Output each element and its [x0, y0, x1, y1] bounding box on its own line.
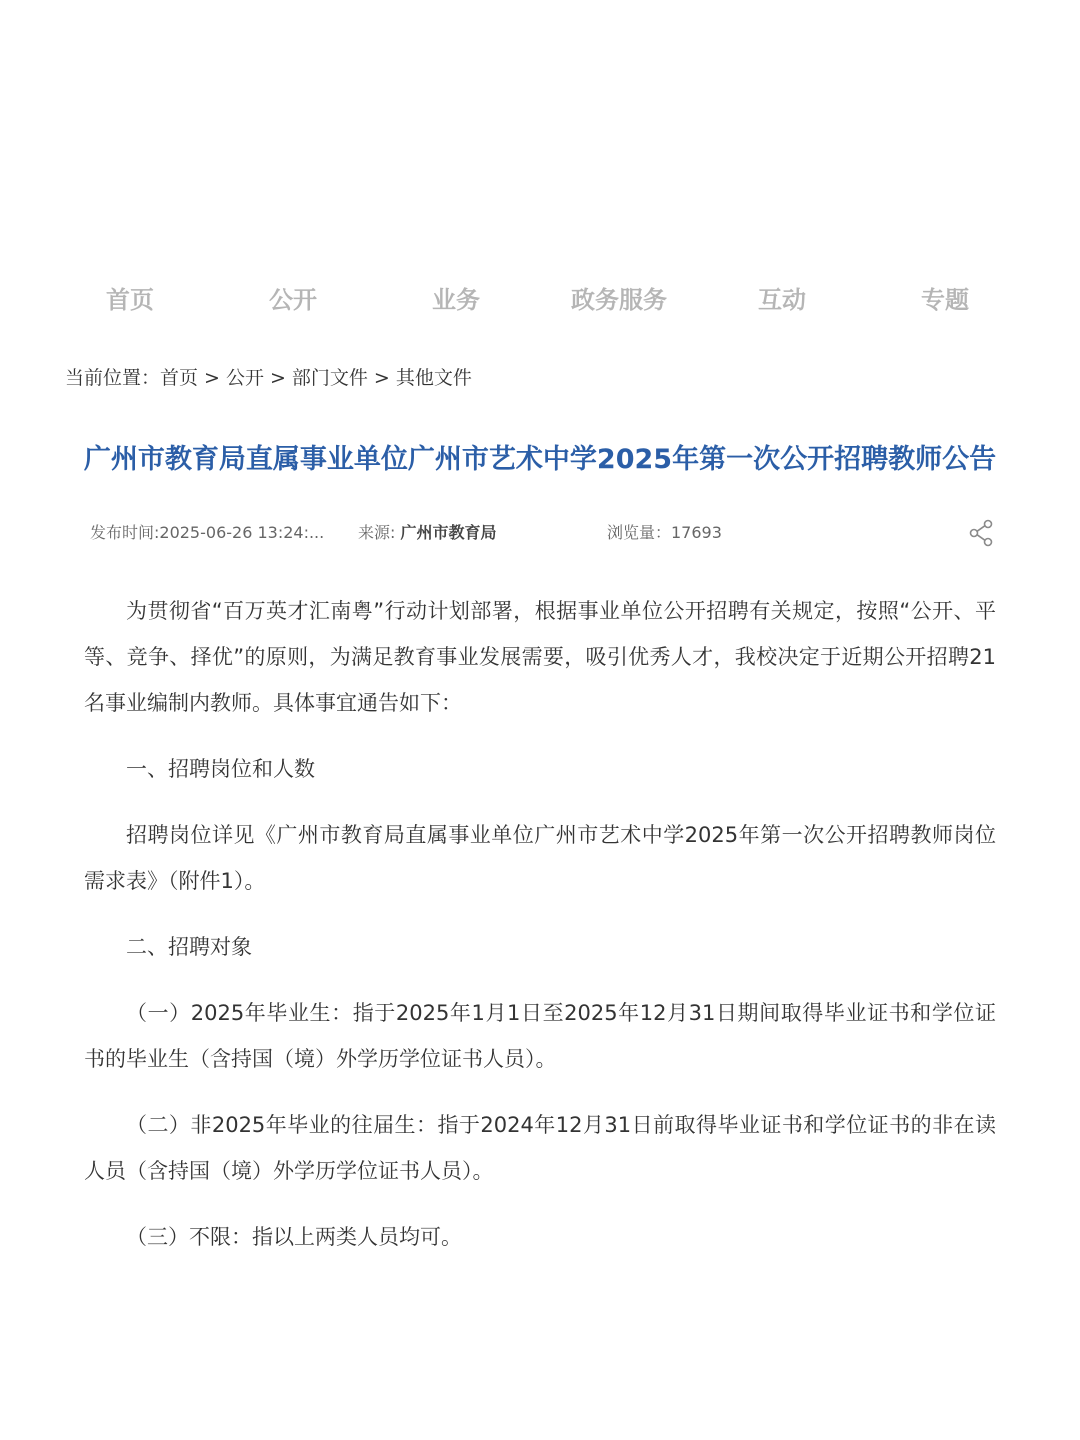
paragraph-positions: 招聘岗位详见《广州市教育局直属事业单位广州市艺术中学2025年第一次公开招聘教师岗位需求表》（附件1）。 [84, 823, 996, 893]
breadcrumb-item-dept-files[interactable]: 部门文件 [291, 367, 368, 389]
nav-item-public[interactable]: 公开 [269, 286, 317, 314]
source [358, 518, 497, 548]
breadcrumb-item-other-files[interactable]: 其他文件 [395, 367, 472, 389]
publish-time: 发布时间:2025-06-26 13:24:... [90, 523, 325, 542]
nav-item-gov-services[interactable]: 政务服务 [571, 286, 667, 314]
nav-item-topics[interactable]: 专题 [921, 286, 969, 314]
breadcrumb-separator: > [204, 367, 220, 389]
breadcrumb-item-home[interactable]: 首页 [160, 367, 199, 389]
source-name: 广州市教育局 [400, 523, 497, 542]
article-body [84, 588, 996, 1280]
view-count: 浏览量：17693 [607, 523, 722, 542]
source-label: 来源: [358, 523, 401, 542]
breadcrumb [65, 364, 472, 392]
share-icon[interactable] [968, 519, 996, 547]
paragraph-target-past-graduates: （二）非2025年毕业的往届生：指于2024年12月31日前取得毕业证书和学位证书的非在读人员（含持国（境）外学历学位证书人员）。 [84, 1113, 996, 1183]
article-meta [90, 518, 1000, 548]
nav-item-interaction[interactable]: 互动 [758, 286, 806, 314]
breadcrumb-separator: > [269, 367, 286, 389]
paragraph-target-2025-graduates: （一）2025年毕业生：指于2025年1月1日至2025年12月31日期间取得毕业证书和学位证书的毕业生（含持国（境）外学历学位证书人员）。 [84, 1001, 996, 1071]
article-title: 广州市教育局直属事业单位广州市艺术中学2025年第一次公开招聘教师公告 [83, 444, 997, 475]
section-heading-targets: 二、招聘对象 [126, 935, 252, 959]
paragraph-target-unlimited: （三）不限：指以上两类人员均可。 [126, 1225, 462, 1249]
main-nav [50, 278, 1030, 322]
nav-item-business[interactable]: 业务 [432, 286, 480, 314]
section-heading-positions: 一、招聘岗位和人数 [126, 757, 315, 781]
nav-item-home[interactable]: 首页 [106, 286, 154, 314]
breadcrumb-prefix: 当前位置： [65, 367, 161, 389]
paragraph-intro: 为贯彻省“百万英才汇南粤”行动计划部署，根据事业单位公开招聘有关规定，按照“公开、平等、竞争、择优”的原则，为满足教育事业发展需要，吸引优秀人才，我校决定于近期公开招聘21名事业编制内教师。具体事宜通告如下： [84, 599, 996, 715]
breadcrumb-item-public[interactable]: 公开 [225, 367, 264, 389]
breadcrumb-separator: > [373, 367, 390, 389]
